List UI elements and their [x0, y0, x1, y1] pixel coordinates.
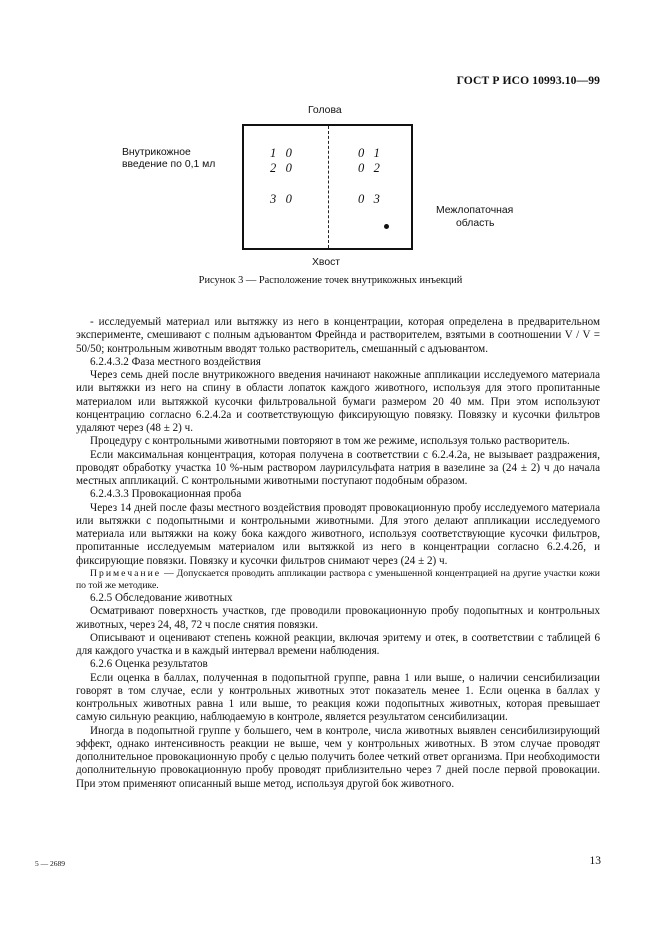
figure-label-intradermal-2: введение по 0,1 мл: [122, 159, 216, 170]
paragraph: Иногда в подопытной группе у большего, чем в контроле, числа животных выявлен сенсибилизирующий эффект, однако интенсивность реакции не выше, чем у контрольных животных. В этом случае проводят дополнительное провокационную пробу с целью получить более четкий ответ организма. При необходимости дополнительную провокационную пробу проводят приблизительно через 7 дней после первой провокации. При этом применяют описанный выше метод, используя другой бок животного.: [76, 724, 600, 790]
paragraph: Если оценка в баллах, полученная в подопытной группе, равна 1 или выше, о наличии сенсибилизации говорят в том случае, если у контрольных животных этот показатель менее 1. Если оценка в баллах у контрольных животных равна 1 или выше, то реакция кожи подопытных животных, которая превышает самую сильную реакцию, наблюдаемую в контроле, является результатом сенсибилизации.: [76, 671, 600, 724]
paragraph: - исследуемый материал или вытяжку из него в концентрации, которая определена в предварительном эксперименте, смешивают с полным адъювантом Фрейнда и растворителем, взятыми в соотношении V / V = 50/50; контрольным животным вводят только растворитель, смешанный с адъювантом.: [76, 316, 600, 355]
paragraph: Описывают и оценивают степень кожной реакции, включая эритему и отек, в соответствии с таблицей 6 для каждого участка и в каждый интервал времени наблюдения.: [76, 631, 600, 658]
page-number: 13: [589, 855, 601, 867]
footer-order-code: 5 — 2689: [35, 859, 65, 868]
note-label: Примечание: [90, 567, 162, 579]
figure-pointer-dot: [384, 224, 389, 229]
paragraph: Процедуру с контрольными животными повторяют в том же режиме, используя только растворитель.: [90, 435, 570, 448]
section-heading: 6.2.6 Оценка результатов: [90, 658, 208, 671]
paragraph: Через семь дней после внутрикожного введения начинают накожные аппликации исследуемого материала или вытяжки из него на спину в области лопаток каждого животного, используя для этого пропитанные материалом или вытяжкой кусочки фильтровальной бумаги размером 20 40 мм. При этом используют концентрацию согласно 6.2.4.2а и соответствующую фиксирующую повязку. Повязку и кусочки фильтров удаляют через (48 ± 2) ч.: [76, 369, 600, 434]
section-heading: 6.2.4.3.3 Провокационная проба: [90, 488, 242, 501]
figure-midline: [328, 126, 329, 248]
figure-point-left-row2: 2 0: [270, 161, 292, 175]
figure-point-right-row1: 0 1: [358, 146, 380, 160]
paragraph: Если максимальная концентрация, которая получена в соответствии с 6.2.4.2а, не вызывает раздражения, проводят обработку участка 10 %-ным раствором лаурилсульфата натрия в вазелине за (24 ± 2) ч до начала местных аппликаций. С контрольными животными поступают подобным образом.: [76, 448, 600, 487]
figure-label-interscapular-1: Межлопаточная: [436, 205, 514, 216]
figure-point-right-row3: 0 3: [358, 192, 380, 206]
body-text: [76, 316, 600, 791]
figure-label-interscapular-2: область: [456, 218, 495, 229]
section-heading: 6.2.4.3.2 Фаза местного воздействия: [90, 355, 261, 368]
note: [76, 568, 600, 592]
figure-caption: Рисунок 3 — Расположение точек внутрикожных инъекций: [198, 275, 463, 286]
figure-label-head: Голова: [308, 105, 342, 116]
document-standard-header: ГОСТ Р ИСО 10993.10—99: [456, 74, 600, 87]
paragraph: Через 14 дней после фазы местного воздействия проводят провокационную пробу исследуемого материала или вытяжки с подопытными и контрольными животными. Для этого делают аппликации исследуемого материала или вытяжки на кожу бока каждого животного, используя соответствующие кусочки фильтров, пропитанные исследуемым материалом или вытяжкой из него в концентрации согласно 6.2.4.2б, и фиксирующие повязки. Повязку и кусочки фильтров снимают через (24 ± 2) ч.: [76, 501, 600, 567]
section-heading: 6.2.5 Обследование животных: [90, 592, 233, 605]
paragraph: Осматривают поверхность участков, где проводили провокационную пробу подопытных и контрольных животных, через 24, 48, 72 ч после снятия повязки.: [76, 605, 600, 631]
figure-point-right-row2: 0 2: [358, 161, 380, 175]
note-text: — Допускается проводить аппликации раствора с уменьшенной концентрацией на другие участки кожи по той же методике.: [76, 567, 600, 591]
figure-point-left-row1: 1 0: [270, 146, 292, 160]
figure-point-left-row3: 3 0: [270, 192, 292, 206]
figure-label-tail: Хвост: [312, 257, 341, 268]
figure-label-intradermal-1: Внутрикожное: [122, 147, 191, 158]
